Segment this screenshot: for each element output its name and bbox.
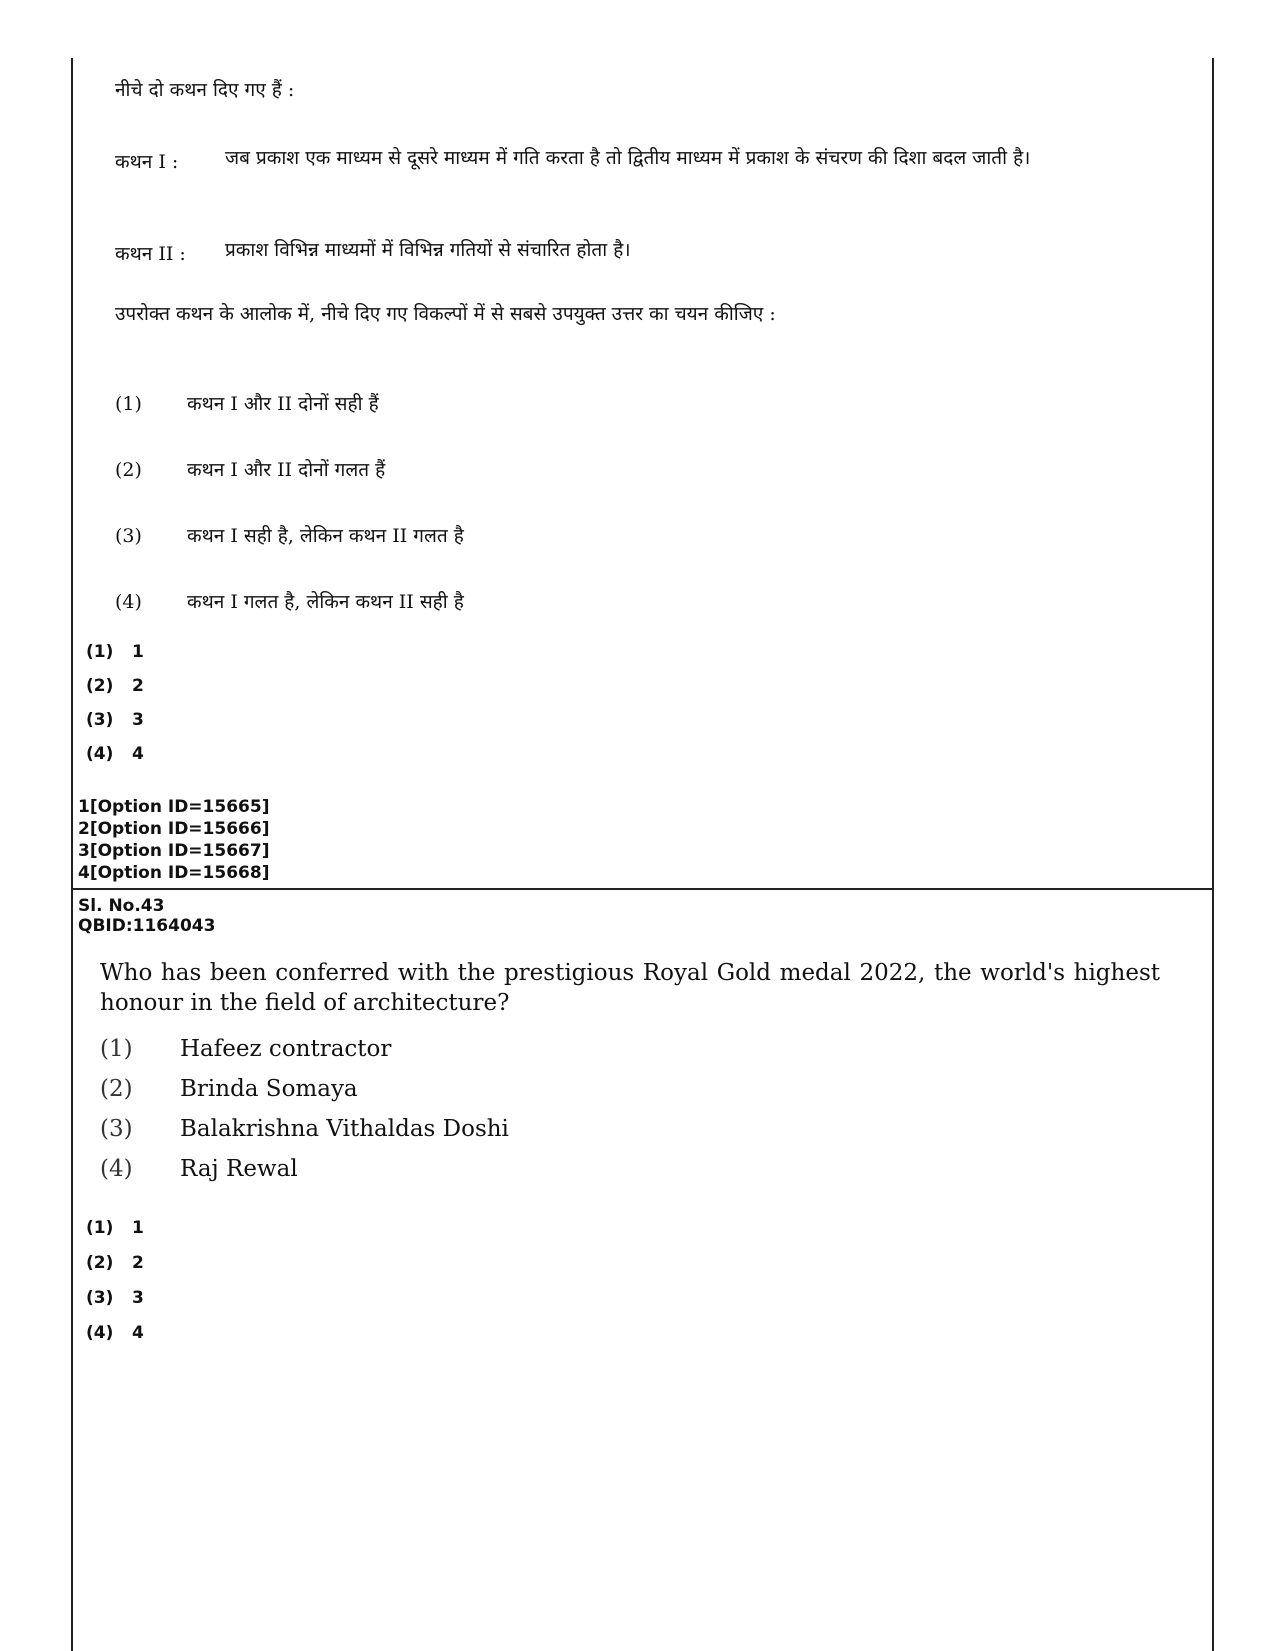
left-border — [71, 58, 73, 1651]
q42-answer-4 — [86, 744, 144, 764]
option-number: (1) — [115, 393, 142, 415]
q43-answer-3 — [86, 1288, 144, 1308]
answer-number: (2) — [86, 1253, 114, 1273]
q42-option-2 — [115, 456, 385, 482]
option-number: (2) — [115, 459, 142, 481]
option-text: Brinda Somaya — [180, 1076, 358, 1102]
q42-option-4 — [115, 588, 464, 614]
q43-answer-2 — [86, 1253, 144, 1273]
q42-statement2-text: प्रकाश विभिन्न माध्यमों में विभिन्न गतियों से संचारित होता है। — [225, 239, 631, 261]
q43-option-3 — [100, 1116, 509, 1142]
q43-answer-4 — [86, 1323, 144, 1343]
serial-number: Sl. No.43 — [78, 896, 165, 916]
answer-number: (4) — [86, 744, 114, 764]
option-text: कथन I और II दोनों गलत हैं — [187, 459, 386, 481]
answer-number: (1) — [86, 642, 114, 662]
q43-question: Who has been conferred with the prestigious Royal Gold medal 2022, the world's highest honour in the field of architecture? — [100, 960, 1160, 1016]
q43-option-1 — [100, 1036, 391, 1062]
option-id-line: 2[Option ID=15666] — [78, 819, 270, 839]
q42-statement1-label: कथन I : — [115, 151, 179, 173]
option-number: (1) — [100, 1036, 133, 1062]
answer-number: (3) — [86, 710, 114, 730]
q42-intro: नीचे दो कथन दिए गए हैं : — [115, 79, 295, 101]
option-text: कथन I सही है, लेकिन कथन II गलत है — [187, 525, 464, 547]
answer-value: 1 — [132, 642, 144, 662]
option-text: Raj Rewal — [180, 1156, 298, 1182]
answer-number: (1) — [86, 1218, 114, 1238]
q43-meta — [78, 896, 215, 936]
q43-option-2 — [100, 1076, 358, 1102]
q43-option-4 — [100, 1156, 298, 1182]
q43-answer-1 — [86, 1218, 144, 1238]
q42-answer-2 — [86, 676, 144, 696]
option-number: (2) — [100, 1076, 133, 1102]
answer-value: 4 — [132, 744, 144, 764]
option-text: कथन I और II दोनों सही हैं — [187, 393, 379, 415]
answer-value: 3 — [132, 1288, 144, 1308]
option-id-line: 4[Option ID=15668] — [78, 863, 270, 883]
q42-option-ids — [78, 796, 269, 884]
right-border — [1212, 58, 1214, 1651]
answer-value: 3 — [132, 710, 144, 730]
option-text: Hafeez contractor — [180, 1036, 392, 1062]
qbid: QBID:1164043 — [78, 916, 216, 936]
q42-answer-3 — [86, 710, 144, 730]
answer-value: 2 — [132, 676, 144, 696]
question-separator — [71, 888, 1214, 890]
answer-number: (3) — [86, 1288, 114, 1308]
answer-number: (2) — [86, 676, 114, 696]
q42-statement1-text: जब प्रकाश एक माध्यम से दूसरे माध्यम में गति करता है तो द्वितीय माध्यम में प्रकाश के संचरण की दिशा बदल जाती है। — [225, 147, 1031, 169]
q42-option-1 — [115, 390, 379, 416]
answer-number: (4) — [86, 1323, 114, 1343]
q42-option-3 — [115, 522, 464, 548]
option-text: कथन I गलत है, लेकिन कथन II सही है — [187, 591, 464, 613]
q42-statement2-label: कथन II : — [115, 243, 186, 265]
option-number: (4) — [100, 1156, 133, 1182]
option-id-line: 1[Option ID=15665] — [78, 797, 270, 817]
option-number: (3) — [115, 525, 142, 547]
answer-value: 2 — [132, 1253, 144, 1273]
answer-value: 1 — [132, 1218, 144, 1238]
option-number: (4) — [115, 591, 142, 613]
q42-answer-1 — [86, 642, 144, 662]
answer-value: 4 — [132, 1323, 144, 1343]
option-id-line: 3[Option ID=15667] — [78, 841, 270, 861]
option-text: Balakrishna Vithaldas Doshi — [180, 1116, 509, 1142]
option-number: (3) — [100, 1116, 133, 1142]
q42-prompt: उपरोक्त कथन के आलोक में, नीचे दिए गए विकल्पों में से सबसे उपयुक्त उत्तर का चयन कीजिए : — [115, 303, 776, 325]
